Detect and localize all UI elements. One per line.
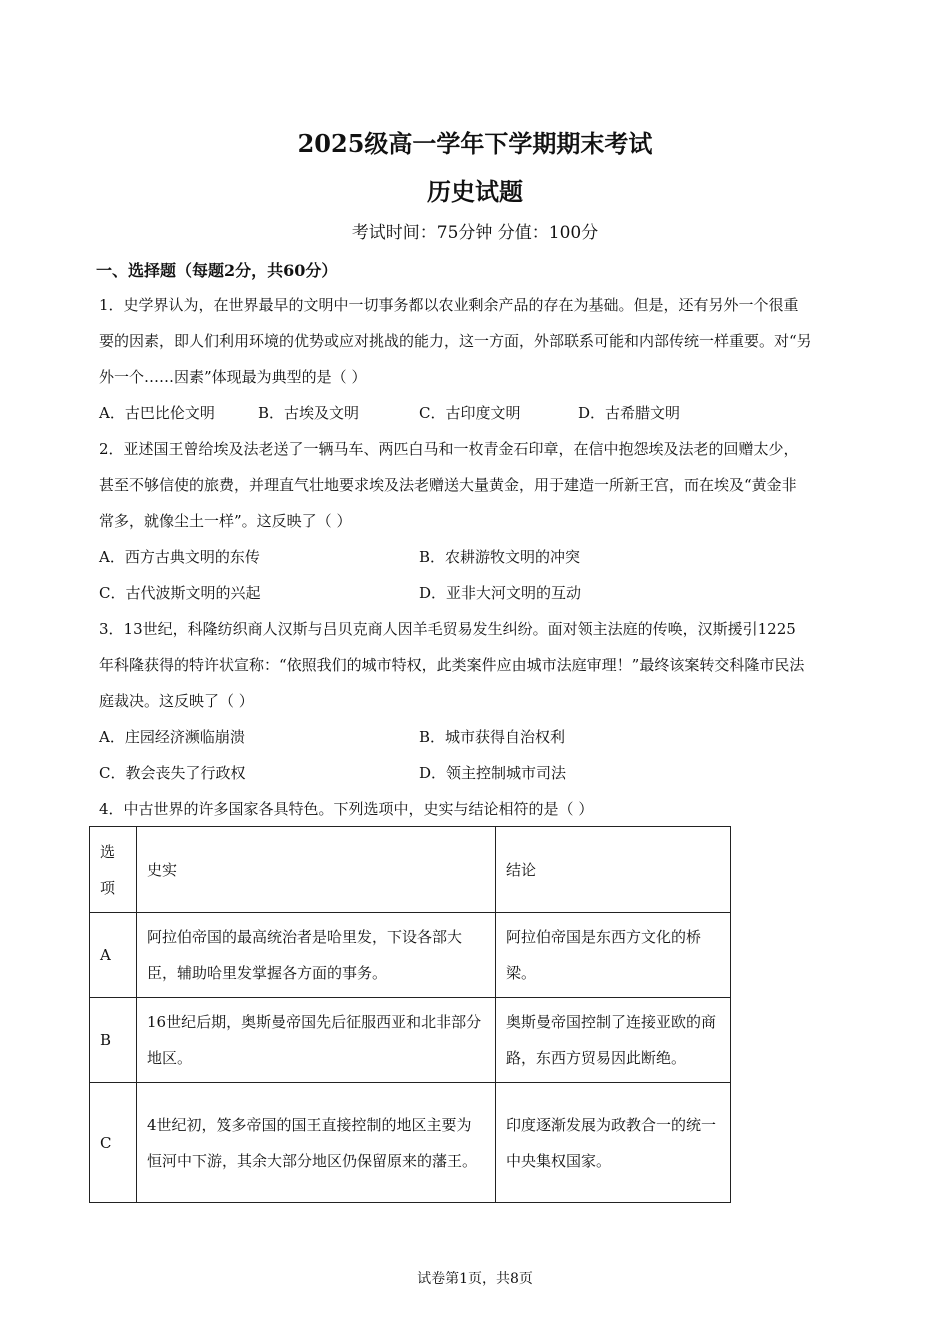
table-row [90,913,731,998]
page-footer: 试卷第1页，共8页 [417,1271,533,1287]
question-3-option-b[interactable]: B．城市获得自治权利 [419,728,566,746]
table-cell-fact: 16世纪后期，奥斯曼帝国先后征服西亚和北非部分地区。 [137,998,496,1083]
question-1-option-c[interactable]: C．古印度文明 [419,404,521,422]
question-1-option-a[interactable]: A．古巴比伦文明 [99,404,215,422]
question-2-option-d[interactable]: D．亚非大河文明的互动 [419,584,582,602]
question-3-line: 年科隆获得的特许状宣称：“依照我们的城市特权，此类案件应由城市法庭审理！”最终该案转交科隆市民法 [99,656,805,674]
question-2-line: 甚至不够信使的旅费，并理直气壮地要求埃及法老赠送大量黄金，用于建造一所新王宫，而在埃及“黄金非 [99,476,797,494]
table-cell-conclusion: 阿拉伯帝国是东西方文化的桥梁。 [496,913,731,998]
question-3-option-a[interactable]: A．庄园经济濒临崩溃 [99,728,245,746]
question-4-table [89,826,731,1203]
question-2-option-c[interactable]: C．古代波斯文明的兴起 [99,584,261,602]
table-cell-fact: 阿拉伯帝国的最高统治者是哈里发，下设各部大臣，辅助哈里发掌握各方面的事务。 [137,913,496,998]
table-header-cell: 选项 [90,827,137,913]
question-1-option-d[interactable]: D．古希腊文明 [578,404,681,422]
question-3-line: 3．13世纪，科隆纺织商人汉斯与吕贝克商人因羊毛贸易发生纠纷。面对领主法庭的传唤，汉斯援引1225 [99,620,796,638]
table-header-cell: 结论 [496,827,731,913]
question-1-option-b[interactable]: B．古埃及文明 [258,404,360,422]
question-2-line: 常多，就像尘土一样”。这反映了（ ） [99,512,352,530]
table-row [90,998,731,1083]
question-3-option-c[interactable]: C．教会丧失了行政权 [99,764,246,782]
table-cell-conclusion: 印度逐渐发展为政教合一的统一中央集权国家。 [496,1083,731,1203]
section-heading: 一、选择题（每题2分，共60分） [96,261,338,280]
question-2-line: 2．亚述国王曾给埃及法老送了一辆马车、两匹白马和一枚青金石印章，在信中抱怨埃及法老的回赠太少， [99,440,799,458]
question-1-line: 外一个……因素”体现最为典型的是（ ） [99,368,367,386]
exam-title: 2025级高一学年下学期期末考试 [297,129,653,158]
table-header-cell: 史实 [137,827,496,913]
question-2-option-b[interactable]: B．农耕游牧文明的冲突 [419,548,581,566]
question-1-line: 1．史学界认为，在世界最早的文明中一切事务都以农业剩余产品的存在为基础。但是，还有另外一个很重 [99,296,799,314]
question-3-option-d[interactable]: D．领主控制城市司法 [419,764,567,782]
table-cell-fact: 4世纪初，笈多帝国的国王直接控制的地区主要为恒河中下游，其余大部分地区仍保留原来的藩王。 [137,1083,496,1203]
table-row [90,1083,731,1203]
question-3-line: 庭裁决。这反映了（ ） [99,692,254,710]
table-header-row [90,827,731,913]
exam-subject: 历史试题 [427,177,523,206]
table-cell-conclusion: 奥斯曼帝国控制了连接亚欧的商路，东西方贸易因此断绝。 [496,998,731,1083]
table-cell-option: C [90,1083,137,1203]
exam-info: 考试时间：75分钟 分值：100分 [351,223,599,243]
question-4-stem: 4．中古世界的许多国家各具特色。下列选项中，史实与结论相符的是（ ） [99,800,594,818]
question-2-option-a[interactable]: A．西方古典文明的东传 [99,548,260,566]
table-cell-option: B [90,998,137,1083]
table-cell-option: A [90,913,137,998]
question-1-line: 要的因素，即人们利用环境的优势或应对挑战的能力，这一方面，外部联系可能和内部传统一样重要。对“另 [99,332,812,350]
